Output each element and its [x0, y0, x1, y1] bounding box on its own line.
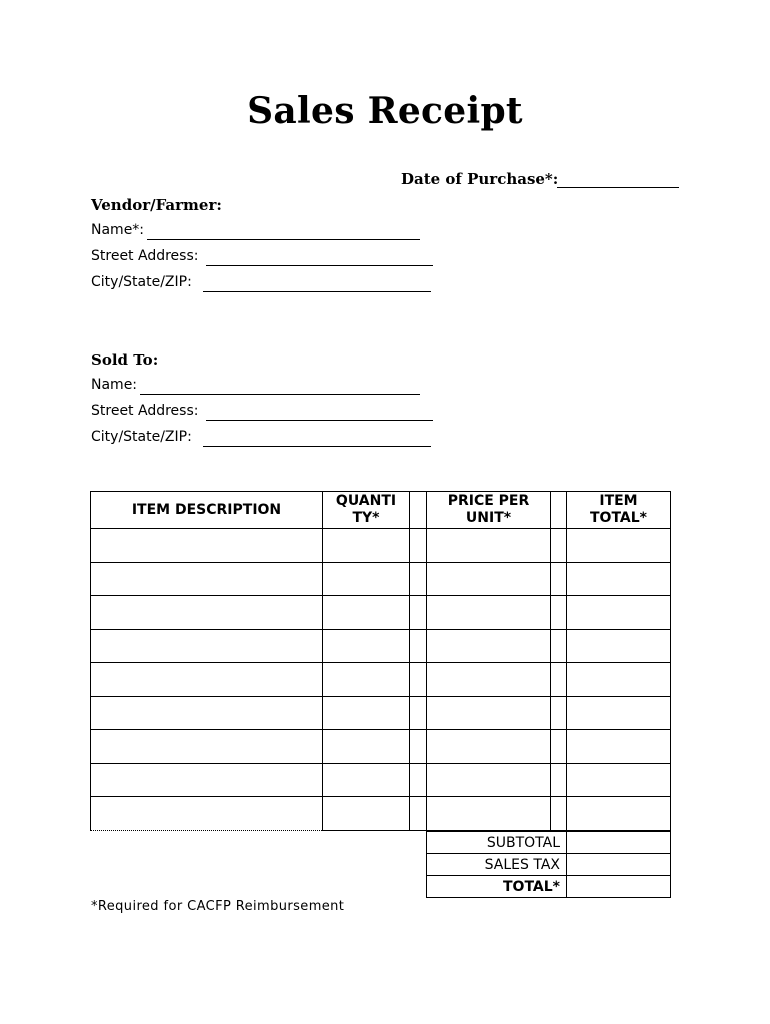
total-label: TOTAL* [427, 876, 567, 898]
sold-to-name-label: Name: [91, 377, 138, 393]
vendor-city-label: City/State/ZIP: [91, 274, 192, 290]
quantity-cell[interactable] [323, 730, 410, 764]
sales-tax-label: SALES TAX [427, 854, 567, 876]
item-description-cell[interactable] [91, 696, 323, 730]
spacer-cell [551, 562, 567, 596]
item-description-cell[interactable] [91, 529, 323, 563]
table-row [91, 730, 671, 764]
spacer-cell [410, 562, 427, 596]
quantity-cell[interactable] [323, 562, 410, 596]
date-of-purchase-field[interactable] [557, 187, 679, 188]
price-per-unit-cell[interactable] [427, 529, 551, 563]
spacer-cell [410, 529, 427, 563]
price-per-unit-cell[interactable] [427, 663, 551, 697]
quantity-cell[interactable] [323, 797, 410, 831]
footnote: *Required for CACFP Reimbursement [91, 899, 345, 914]
price-per-unit-cell[interactable] [427, 730, 551, 764]
sold-to-city-field[interactable] [203, 446, 431, 447]
item-description-cell[interactable] [91, 629, 323, 663]
table-row [91, 763, 671, 797]
table-row [91, 629, 671, 663]
spacer-cell [551, 696, 567, 730]
sold-to-city-label: City/State/ZIP: [91, 429, 192, 445]
item-description-cell[interactable] [91, 596, 323, 630]
price-per-unit-cell[interactable] [427, 629, 551, 663]
spacer-cell [410, 596, 427, 630]
totals-table [426, 831, 671, 898]
spacer-cell [410, 730, 427, 764]
total-row [427, 876, 671, 898]
price-per-unit-cell[interactable] [427, 562, 551, 596]
quantity-cell[interactable] [323, 629, 410, 663]
spacer-header [551, 492, 567, 529]
vendor-name-field[interactable] [147, 239, 420, 240]
spacer-cell [551, 629, 567, 663]
table-row [91, 797, 671, 831]
item-total-cell[interactable] [567, 663, 671, 697]
vendor-street-field[interactable] [206, 265, 433, 266]
spacer-cell [551, 763, 567, 797]
quantity-cell[interactable] [323, 529, 410, 563]
table-row [91, 562, 671, 596]
vendor-name-label: Name*: [91, 222, 145, 238]
item-description-cell[interactable] [91, 663, 323, 697]
spacer-cell [410, 629, 427, 663]
item-total-cell[interactable] [567, 529, 671, 563]
price-per-unit-cell[interactable] [427, 696, 551, 730]
item-total-cell[interactable] [567, 797, 671, 831]
sold-to-heading: Sold To: [91, 351, 159, 369]
item-description-cell[interactable] [91, 763, 323, 797]
item-total-cell[interactable] [567, 696, 671, 730]
vendor-street-label: Street Address: [91, 248, 199, 264]
quantity-cell[interactable] [323, 596, 410, 630]
table-row [91, 696, 671, 730]
vendor-city-field[interactable] [203, 291, 431, 292]
spacer-header [410, 492, 427, 529]
item-total-cell[interactable] [567, 763, 671, 797]
spacer-cell [551, 797, 567, 831]
item-total-cell[interactable] [567, 562, 671, 596]
total-value-cell[interactable] [567, 876, 671, 898]
spacer-cell [551, 663, 567, 697]
quantity-cell[interactable] [323, 696, 410, 730]
table-row [91, 529, 671, 563]
subtotal-row [427, 832, 671, 854]
spacer-cell [551, 529, 567, 563]
spacer-cell [551, 730, 567, 764]
subtotal-label: SUBTOTAL [427, 832, 567, 854]
sales-tax-row [427, 854, 671, 876]
sold-to-street-label: Street Address: [91, 403, 199, 419]
item-description-cell[interactable] [91, 562, 323, 596]
price-per-unit-header: PRICE PER UNIT* [427, 492, 551, 529]
sold-to-street-field[interactable] [206, 420, 433, 421]
subtotal-value-cell[interactable] [567, 832, 671, 854]
spacer-cell [551, 596, 567, 630]
item-total-header: ITEM TOTAL* [567, 492, 671, 529]
items-table-header [91, 492, 671, 529]
item-total-cell[interactable] [567, 596, 671, 630]
price-per-unit-cell[interactable] [427, 596, 551, 630]
table-row [91, 596, 671, 630]
spacer-cell [410, 696, 427, 730]
table-row [91, 663, 671, 697]
quantity-header: QUANTI TY* [323, 492, 410, 529]
quantity-cell[interactable] [323, 663, 410, 697]
price-per-unit-cell[interactable] [427, 797, 551, 831]
item-description-cell[interactable] [91, 730, 323, 764]
price-per-unit-cell[interactable] [427, 763, 551, 797]
item-total-cell[interactable] [567, 629, 671, 663]
item-description-header: ITEM DESCRIPTION [91, 492, 323, 529]
sold-to-name-field[interactable] [140, 394, 420, 395]
spacer-cell [410, 763, 427, 797]
quantity-cell[interactable] [323, 763, 410, 797]
spacer-cell [410, 663, 427, 697]
item-total-cell[interactable] [567, 730, 671, 764]
vendor-heading: Vendor/Farmer: [91, 196, 222, 214]
item-description-cell[interactable] [91, 797, 323, 831]
spacer-cell [410, 797, 427, 831]
date-of-purchase-label: Date of Purchase*: [401, 170, 559, 188]
document-title: Sales Receipt [247, 90, 523, 132]
sales-tax-value-cell[interactable] [567, 854, 671, 876]
items-table [90, 491, 671, 831]
